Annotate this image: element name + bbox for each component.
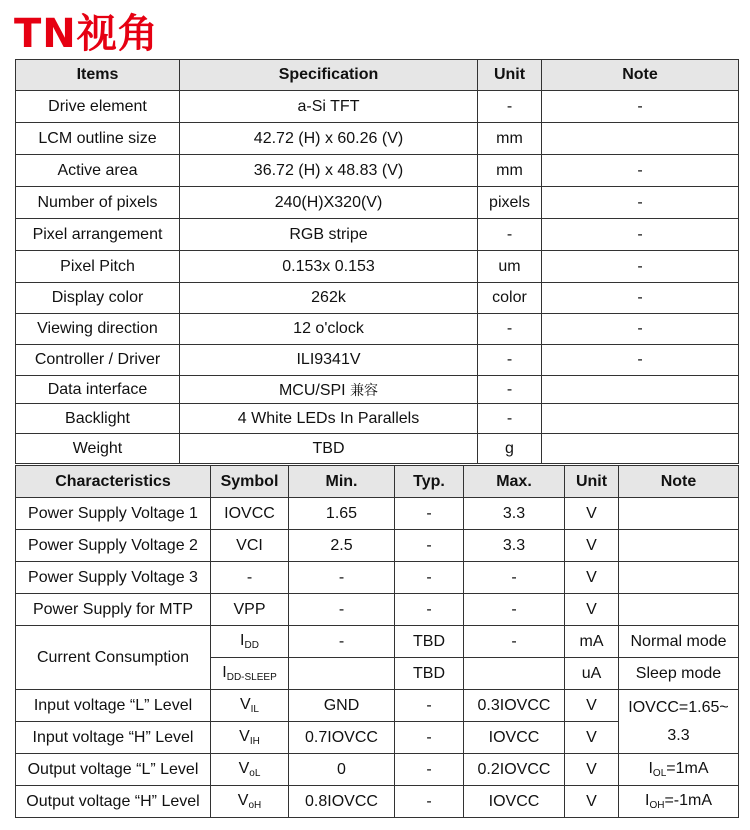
spec-note	[542, 123, 739, 155]
char-max: -	[464, 562, 565, 594]
note-main: I	[644, 792, 650, 809]
spec-unit: -	[478, 376, 542, 404]
note-sub: OL	[652, 768, 667, 779]
char-max: 3.3	[464, 498, 565, 530]
char-note	[619, 530, 739, 562]
char-symbol: IOVCC	[211, 498, 289, 530]
char-min: -	[289, 626, 395, 658]
header-specification: Specification	[180, 60, 478, 91]
char-symbol: -	[211, 562, 289, 594]
table-row	[16, 404, 739, 434]
table-row	[16, 690, 739, 722]
char-min: -	[289, 562, 395, 594]
table-row	[16, 530, 739, 562]
spec-unit: color	[478, 283, 542, 314]
header-unit: Unit	[565, 466, 619, 498]
char-note	[619, 562, 739, 594]
spec-value-text: MCU/SPI	[278, 381, 346, 399]
char-note: Sleep mode	[619, 658, 739, 690]
char-min: -	[289, 594, 395, 626]
char-unit: mA	[565, 626, 619, 658]
char-symbol: VPP	[211, 594, 289, 626]
spec-unit: -	[478, 314, 542, 345]
spec-item: Weight	[16, 434, 180, 464]
char-note	[619, 594, 739, 626]
char-unit: V	[565, 530, 619, 562]
char-unit: V	[565, 498, 619, 530]
spec-value	[180, 376, 478, 404]
char-unit: V	[565, 722, 619, 754]
spec-item: Pixel Pitch	[16, 251, 180, 283]
spec-value: 42.72 (H) x 60.26 (V)	[180, 123, 478, 155]
char-symbol	[211, 658, 289, 690]
char-symbol	[211, 786, 289, 818]
symbol-sub: oH	[248, 800, 262, 811]
char-max	[464, 658, 565, 690]
symbol-sub: IH	[249, 736, 260, 747]
char-min: 2.5	[289, 530, 395, 562]
table-row	[16, 314, 739, 345]
header-max: Max.	[464, 466, 565, 498]
table-row	[16, 498, 739, 530]
char-symbol	[211, 722, 289, 754]
symbol-sub: oL	[249, 768, 261, 779]
table-row	[16, 123, 739, 155]
table-row	[16, 754, 739, 786]
table-row	[16, 91, 739, 123]
spec-value: a-Si TFT	[180, 91, 478, 123]
symbol-main: V	[237, 792, 249, 809]
spec-note	[542, 404, 739, 434]
char-typ: -	[395, 786, 464, 818]
spec-item: LCM outline size	[16, 123, 180, 155]
char-typ: -	[395, 594, 464, 626]
spec-unit: mm	[478, 123, 542, 155]
char-min: 0	[289, 754, 395, 786]
table-row	[16, 376, 739, 404]
char-note	[619, 498, 739, 530]
char-name: Power Supply for MTP	[16, 594, 211, 626]
note-sub: OH	[649, 800, 665, 811]
note-rest: =1mA	[666, 760, 709, 777]
char-max: IOVCC	[464, 786, 565, 818]
table-row	[16, 562, 739, 594]
char-max: -	[464, 594, 565, 626]
spec-note: -	[542, 314, 739, 345]
char-max: 0.3IOVCC	[464, 690, 565, 722]
spec-item: Viewing direction	[16, 314, 180, 345]
char-note	[619, 754, 739, 786]
table-row	[16, 219, 739, 251]
spec-item: Drive element	[16, 91, 180, 123]
char-unit: V	[565, 786, 619, 818]
spec-value: 36.72 (H) x 48.83 (V)	[180, 155, 478, 187]
char-unit: V	[565, 754, 619, 786]
note-main: I	[648, 760, 653, 777]
page-title: TN视角	[14, 11, 159, 57]
spec-note: -	[542, 155, 739, 187]
header-items: Items	[16, 60, 180, 91]
spec-value: 12 o'clock	[180, 314, 478, 345]
symbol-sub: DD-SLEEP	[226, 672, 277, 683]
table-row	[16, 283, 739, 314]
char-symbol	[211, 754, 289, 786]
spec-value: 262k	[180, 283, 478, 314]
char-name: Output voltage “H” Level	[16, 786, 211, 818]
spec-value: ILI9341V	[180, 345, 478, 376]
spec-unit: -	[478, 404, 542, 434]
char-unit: V	[565, 690, 619, 722]
spec-item: Pixel arrangement	[16, 219, 180, 251]
char-name: Output voltage “L” Level	[16, 754, 211, 786]
char-min	[289, 658, 395, 690]
char-unit: V	[565, 594, 619, 626]
symbol-main: V	[238, 760, 250, 777]
table-row	[16, 594, 739, 626]
char-note: IOVCC=1.65~ 3.3	[619, 690, 739, 754]
spec-note	[542, 434, 739, 464]
table-row	[16, 434, 739, 464]
spec-header-row	[16, 60, 739, 91]
char-typ: -	[395, 562, 464, 594]
char-name: Current Consumption	[16, 626, 211, 690]
header-symbol: Symbol	[211, 466, 289, 498]
characteristics-table	[15, 465, 739, 818]
char-typ: -	[395, 754, 464, 786]
spec-item: Backlight	[16, 404, 180, 434]
char-note	[619, 786, 739, 818]
char-typ: -	[395, 530, 464, 562]
char-max: -	[464, 626, 565, 658]
char-typ: -	[395, 690, 464, 722]
header-typ: Typ.	[395, 466, 464, 498]
spec-unit: -	[478, 345, 542, 376]
char-typ: TBD	[395, 658, 464, 690]
char-min: 0.8IOVCC	[289, 786, 395, 818]
char-symbol	[211, 690, 289, 722]
spec-unit: -	[478, 91, 542, 123]
char-max: IOVCC	[464, 722, 565, 754]
spec-unit: -	[478, 219, 542, 251]
table-row	[16, 155, 739, 187]
char-min: GND	[289, 690, 395, 722]
table-row	[16, 786, 739, 818]
spec-value-cjk: 兼容	[350, 382, 379, 399]
header-note: Note	[542, 60, 739, 91]
char-name: Power Supply Voltage 3	[16, 562, 211, 594]
spec-note: -	[542, 345, 739, 376]
spec-value: 4 White LEDs In Parallels	[180, 404, 478, 434]
note-rest: =-1mA	[664, 792, 713, 809]
symbol-main: I	[222, 664, 227, 681]
specification-table	[15, 59, 739, 464]
spec-value: RGB stripe	[180, 219, 478, 251]
table-row	[16, 187, 739, 219]
header-unit: Unit	[478, 60, 542, 91]
spec-value: 0.153x 0.153	[180, 251, 478, 283]
char-name: Power Supply Voltage 1	[16, 498, 211, 530]
char-typ: TBD	[395, 626, 464, 658]
char-unit: V	[565, 562, 619, 594]
spec-unit: pixels	[478, 187, 542, 219]
header-characteristics: Characteristics	[16, 466, 211, 498]
symbol-main: V	[239, 728, 250, 745]
char-max: 0.2IOVCC	[464, 754, 565, 786]
spec-note	[542, 376, 739, 404]
spec-note: -	[542, 187, 739, 219]
char-name: Power Supply Voltage 2	[16, 530, 211, 562]
spec-note: -	[542, 283, 739, 314]
table-row	[16, 251, 739, 283]
symbol-sub: IL	[250, 704, 259, 715]
char-name: Input voltage “L” Level	[16, 690, 211, 722]
symbol-sub: DD	[244, 640, 259, 651]
char-header-row	[16, 466, 739, 498]
header-min: Min.	[289, 466, 395, 498]
table-row	[16, 626, 739, 658]
char-symbol: VCI	[211, 530, 289, 562]
char-typ: -	[395, 498, 464, 530]
spec-note: -	[542, 91, 739, 123]
spec-note: -	[542, 219, 739, 251]
spec-value: TBD	[180, 434, 478, 464]
spec-item: Display color	[16, 283, 180, 314]
spec-note: -	[542, 251, 739, 283]
spec-unit: um	[478, 251, 542, 283]
char-max: 3.3	[464, 530, 565, 562]
char-symbol	[211, 626, 289, 658]
char-min: 1.65	[289, 498, 395, 530]
char-typ: -	[395, 722, 464, 754]
table-row	[16, 345, 739, 376]
spec-value: 240(H)X320(V)	[180, 187, 478, 219]
spec-item: Controller / Driver	[16, 345, 180, 376]
char-min: 0.7IOVCC	[289, 722, 395, 754]
symbol-main: V	[239, 696, 251, 713]
char-name: Input voltage “H” Level	[16, 722, 211, 754]
spec-item: Active area	[16, 155, 180, 187]
spec-unit: mm	[478, 155, 542, 187]
char-unit: uA	[565, 658, 619, 690]
spec-unit: g	[478, 434, 542, 464]
spec-item: Number of pixels	[16, 187, 180, 219]
spec-item: Data interface	[16, 376, 180, 404]
char-note: Normal mode	[619, 626, 739, 658]
header-note: Note	[619, 466, 739, 498]
symbol-main: I	[240, 632, 245, 649]
